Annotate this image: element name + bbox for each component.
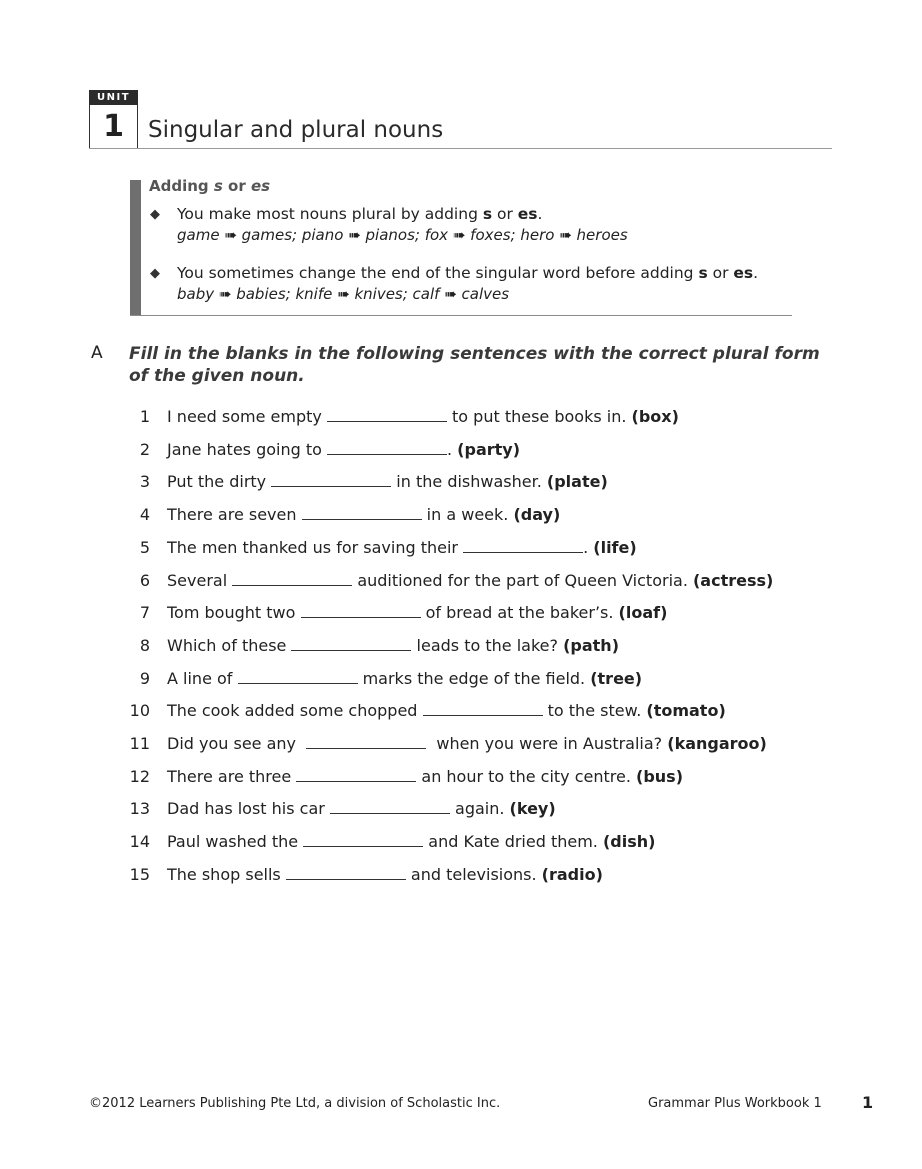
question-text-before: Several — [167, 571, 233, 590]
unit-tag: UNIT — [89, 90, 138, 105]
unit-number: 1 — [89, 105, 138, 149]
answer-blank[interactable] — [238, 671, 358, 684]
answer-blank[interactable] — [303, 834, 423, 847]
question-row — [167, 734, 767, 753]
noun-hint: (bus) — [636, 767, 684, 786]
noun-hint: (loaf) — [618, 603, 668, 622]
question-text-after: and televisions. — [405, 865, 542, 884]
noun-hint: (tomato) — [646, 701, 726, 720]
question-text-after: and Kate dried them. — [423, 832, 603, 851]
question-row — [167, 472, 608, 491]
question-row — [167, 832, 655, 851]
noun-hint: (kangaroo) — [667, 734, 767, 753]
rule-point-1: You make most nouns plural by adding s or es. — [177, 205, 543, 223]
question-row — [167, 799, 556, 818]
question-row — [167, 701, 726, 720]
question-text-before: Dad has lost his car — [167, 799, 330, 818]
question-text-after: in the dishwasher. — [391, 472, 547, 491]
question-text-after: when you were in Australia? — [426, 734, 668, 753]
section-instruction: Fill in the blanks in the following sentences with the correct plural form of the given noun. — [129, 344, 820, 386]
question-text-after: of bread at the baker’s. — [420, 603, 619, 622]
question-text-after: to put these books in. — [446, 407, 632, 426]
answer-blank[interactable] — [271, 474, 391, 487]
question-text-before: I need some empty — [167, 407, 327, 426]
question-text-before: The cook added some chopped — [167, 701, 423, 720]
question-text-after: . — [583, 538, 594, 557]
rule-sidebar — [130, 180, 141, 315]
answer-blank[interactable] — [232, 573, 352, 586]
answer-blank[interactable] — [301, 605, 421, 618]
noun-hint: (path) — [563, 636, 620, 655]
answer-blank[interactable] — [327, 409, 447, 422]
question-row — [167, 865, 603, 884]
question-text-before: There are seven — [167, 505, 302, 524]
question-number: 15 — [129, 865, 150, 884]
question-text-before: The men thanked us for saving their — [167, 538, 464, 557]
question-text-before: Paul washed the — [167, 832, 304, 851]
noun-hint: (actress) — [692, 571, 774, 590]
question-text-before: There are three — [167, 767, 297, 786]
noun-hint: (key) — [509, 799, 556, 818]
question-number: 8 — [139, 636, 150, 655]
rule-heading: Adding s or es — [149, 177, 271, 195]
question-number: 9 — [139, 669, 150, 688]
question-text-after: in a week. — [421, 505, 514, 524]
question-text-before: Which of these — [167, 636, 292, 655]
question-number: 14 — [129, 832, 150, 851]
question-number: 6 — [139, 571, 150, 590]
question-number: 5 — [139, 538, 150, 557]
question-row — [167, 767, 683, 786]
noun-hint: (party) — [457, 440, 521, 459]
answer-blank[interactable] — [286, 867, 406, 880]
question-number: 11 — [129, 734, 150, 753]
question-row — [167, 636, 619, 655]
question-number: 3 — [139, 472, 150, 491]
answer-blank[interactable] — [291, 638, 411, 651]
question-text-before: Did you see any — [167, 734, 307, 753]
question-text-after: . — [447, 440, 458, 459]
noun-hint: (box) — [631, 407, 679, 426]
rule-example-1: game ➠ games; piano ➠ pianos; fox ➠ foxes; hero ➠ heroes — [177, 226, 628, 244]
question-row — [167, 669, 642, 688]
noun-hint: (day) — [513, 505, 561, 524]
question-text-before: Tom bought two — [167, 603, 301, 622]
question-number: 13 — [129, 799, 150, 818]
question-row — [167, 603, 667, 622]
question-text-before: A line of — [167, 669, 238, 688]
question-number: 1 — [139, 407, 150, 426]
answer-blank[interactable] — [302, 507, 422, 520]
question-row — [167, 407, 679, 426]
answer-blank[interactable] — [327, 442, 447, 455]
question-text-after: an hour to the city centre. — [416, 767, 637, 786]
noun-hint: (radio) — [541, 865, 603, 884]
diamond-bullet-icon: ◆ — [150, 207, 160, 222]
question-number: 12 — [129, 767, 150, 786]
noun-hint: (dish) — [602, 832, 656, 851]
answer-blank[interactable] — [330, 801, 450, 814]
question-number: 7 — [139, 603, 150, 622]
question-text-before: The shop sells — [167, 865, 286, 884]
question-text-after: to the stew. — [542, 701, 647, 720]
question-text-after: marks the edge of the field. — [357, 669, 591, 688]
question-number: 2 — [139, 440, 150, 459]
question-number: 10 — [129, 701, 150, 720]
rule-point-2: You sometimes change the end of the singular word before adding s or es. — [177, 264, 759, 282]
answer-blank[interactable] — [306, 736, 426, 749]
answer-blank[interactable] — [463, 540, 583, 553]
section-letter: A — [91, 343, 103, 363]
question-number: 4 — [139, 505, 150, 524]
footer-book-title: Grammar Plus Workbook 1 — [648, 1096, 822, 1111]
page-title: Singular and plural nouns — [148, 117, 444, 143]
title-divider — [89, 148, 832, 149]
question-text-after: leads to the lake? — [411, 636, 564, 655]
question-text-before: Jane hates going to — [167, 440, 327, 459]
question-text-after: auditioned for the part of Queen Victoria. — [352, 571, 693, 590]
page-number: 1 — [862, 1093, 874, 1112]
question-row — [167, 538, 637, 557]
answer-blank[interactable] — [423, 703, 543, 716]
question-row — [167, 440, 520, 459]
footer-copyright: ©2012 Learners Publishing Pte Ltd, a division of Scholastic Inc. — [89, 1096, 501, 1111]
noun-hint: (tree) — [590, 669, 643, 688]
question-row — [167, 505, 560, 524]
noun-hint: (plate) — [546, 472, 608, 491]
rule-example-2: baby ➠ babies; knife ➠ knives; calf ➠ calves — [177, 285, 510, 303]
noun-hint: (life) — [593, 538, 637, 557]
diamond-bullet-icon: ◆ — [150, 266, 160, 281]
question-row — [167, 571, 773, 590]
question-text-before: Put the dirty — [167, 472, 272, 491]
answer-blank[interactable] — [296, 769, 416, 782]
rule-box — [130, 177, 792, 316]
question-text-after: again. — [449, 799, 510, 818]
